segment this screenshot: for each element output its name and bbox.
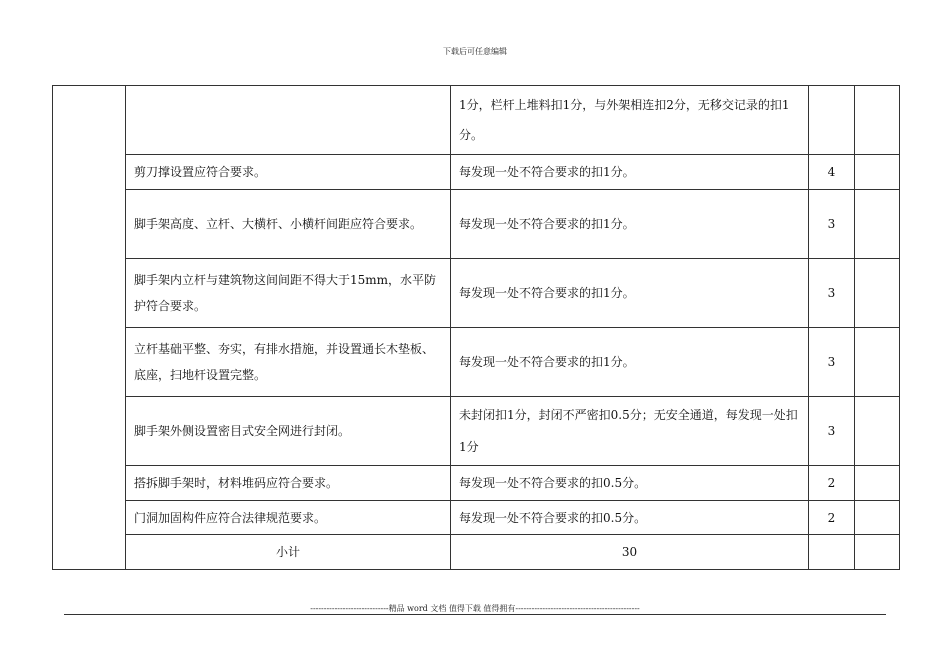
rule-cell: 每发现一处不符合要求的扣0.5分。 (451, 501, 809, 535)
item-cell: 门洞加固构件应符合法律规范要求。 (126, 501, 451, 535)
rule-cell: 每发现一处不符合要求的扣1分。 (451, 328, 809, 397)
score-cell: 4 (809, 155, 855, 190)
rule-cell: 每发现一处不符合要求的扣1分。 (451, 259, 809, 328)
item-cell: 脚手架外侧设置密目式安全网进行封闭。 (126, 397, 451, 466)
rule-cell: 每发现一处不符合要求的扣0.5分。 (451, 466, 809, 501)
subtotal-label: 小计 (126, 535, 451, 570)
actual-score-cell (855, 259, 900, 328)
page-header: 下载后可任意编辑 (443, 47, 507, 56)
rule-cell: 1分，栏杆上堆料扣1分，与外架相连扣2分，无移交记录的扣1分。 (451, 86, 809, 155)
table-row (53, 155, 900, 190)
item-cell: 立杆基础平整、夯实，有排水措施，并设置通长木垫板、底座，扫地杆设置完整。 (126, 328, 451, 397)
actual-score-cell (855, 466, 900, 501)
actual-score-cell (855, 155, 900, 190)
score-cell (809, 535, 855, 570)
item-cell: 脚手架内立杆与建筑物这间间距不得大于15mm，水平防护符合要求。 (126, 259, 451, 328)
table-row (53, 190, 900, 259)
actual-score-cell (855, 397, 900, 466)
score-cell: 3 (809, 259, 855, 328)
table-row (53, 328, 900, 397)
score-cell (809, 86, 855, 155)
actual-score-cell (855, 535, 900, 570)
page-footer: -----------------------------精品 word 文档 值得下载 值得拥有---------------------------------------------- (310, 604, 640, 613)
footer-divider (64, 614, 886, 615)
table-row (53, 259, 900, 328)
rule-cell: 未封闭扣1分，封闭不严密扣0.5分；无安全通道，每发现一处扣1分 (451, 397, 809, 466)
table-row (53, 397, 900, 466)
rule-cell: 每发现一处不符合要求的扣1分。 (451, 190, 809, 259)
actual-score-cell (855, 501, 900, 535)
score-cell: 3 (809, 328, 855, 397)
actual-score-cell (855, 86, 900, 155)
item-cell: 脚手架高度、立杆、大横杆、小横杆间距应符合要求。 (126, 190, 451, 259)
actual-score-cell (855, 190, 900, 259)
score-cell: 2 (809, 501, 855, 535)
rule-cell: 每发现一处不符合要求的扣1分。 (451, 155, 809, 190)
inspection-table (52, 85, 900, 570)
subtotal-row (53, 535, 900, 570)
score-cell: 3 (809, 397, 855, 466)
score-cell: 2 (809, 466, 855, 501)
item-cell: 搭拆脚手架时，材料堆码应符合要求。 (126, 466, 451, 501)
table-row (53, 466, 900, 501)
item-cell: 剪刀撑设置应符合要求。 (126, 155, 451, 190)
item-cell (126, 86, 451, 155)
actual-score-cell (855, 328, 900, 397)
table-row (53, 501, 900, 535)
table-row (53, 86, 900, 155)
subtotal-value: 30 (451, 535, 809, 570)
category-cell (53, 86, 126, 570)
score-cell: 3 (809, 190, 855, 259)
